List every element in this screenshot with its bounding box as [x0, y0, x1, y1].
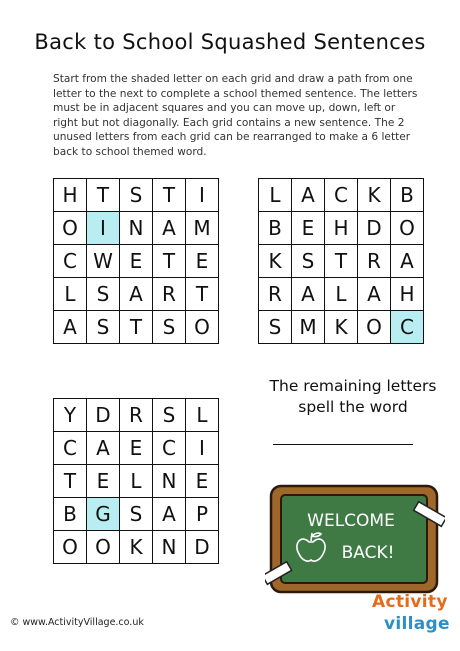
- grid-cell[interactable]: E: [120, 245, 153, 278]
- activity-village-logo: [370, 592, 454, 642]
- copyright-footer: © www.ActivityVillage.co.uk: [10, 617, 144, 628]
- answer-line[interactable]: [273, 444, 413, 445]
- grid-cell[interactable]: W: [87, 245, 120, 278]
- grid-cell[interactable]: L: [54, 278, 87, 311]
- grid-cell[interactable]: E: [292, 212, 325, 245]
- page-title: Back to School Squashed Sentences: [34, 30, 426, 54]
- grid-cell[interactable]: R: [153, 278, 186, 311]
- grid-cell[interactable]: T: [120, 311, 153, 344]
- grid-cell[interactable]: S: [292, 245, 325, 278]
- grid-cell[interactable]: R: [259, 278, 292, 311]
- grid-cell[interactable]: L: [325, 278, 358, 311]
- grid-cell[interactable]: M: [186, 212, 219, 245]
- grid-cell[interactable]: I: [186, 179, 219, 212]
- grid-cell[interactable]: S: [120, 179, 153, 212]
- grid-cell[interactable]: R: [120, 399, 153, 432]
- grid-cell[interactable]: S: [87, 311, 120, 344]
- grid-cell[interactable]: D: [186, 531, 219, 564]
- grid-cell[interactable]: A: [120, 278, 153, 311]
- grid-cell[interactable]: C: [54, 432, 87, 465]
- grid-cell[interactable]: A: [292, 179, 325, 212]
- grid-cell[interactable]: L: [259, 179, 292, 212]
- letter-grid-2: [258, 178, 424, 344]
- grid-cell[interactable]: G: [87, 498, 120, 531]
- grid-cell[interactable]: K: [120, 531, 153, 564]
- grid-cell[interactable]: C: [54, 245, 87, 278]
- grid-cell[interactable]: E: [186, 245, 219, 278]
- grid-cell[interactable]: A: [391, 245, 424, 278]
- grid-cell[interactable]: Y: [54, 399, 87, 432]
- grid-cell[interactable]: N: [153, 465, 186, 498]
- remaining-line-1: The remaining letters: [269, 377, 437, 395]
- board-line-1: WELCOME: [307, 511, 395, 531]
- grid-cell[interactable]: O: [391, 212, 424, 245]
- grid-cell[interactable]: K: [259, 245, 292, 278]
- grid-cell[interactable]: K: [358, 179, 391, 212]
- grid-cell[interactable]: O: [358, 311, 391, 344]
- instructions-text: Start from the shaded letter on each grid and draw a path from one letter to the next to complete a school themed sentence. The letters must be in adjacent squares and you can move up, down, left or right but not diagonally. Each grid contains a new sentence. The 2 unused letters from each grid can be rearranged to make a 6 letter back to school themed word.: [53, 73, 418, 158]
- grid-cell[interactable]: O: [54, 531, 87, 564]
- grid-cell[interactable]: O: [54, 212, 87, 245]
- grid-cell[interactable]: D: [358, 212, 391, 245]
- grid-cell[interactable]: C: [153, 432, 186, 465]
- grid-cell[interactable]: L: [186, 399, 219, 432]
- grid-cell[interactable]: R: [358, 245, 391, 278]
- grid-cell[interactable]: E: [87, 465, 120, 498]
- grid-cell[interactable]: A: [358, 278, 391, 311]
- grid-cell[interactable]: A: [54, 311, 87, 344]
- remaining-line-2: spell the word: [298, 398, 408, 416]
- grid-cell[interactable]: N: [120, 212, 153, 245]
- grid-cell[interactable]: H: [54, 179, 87, 212]
- remaining-letters-prompt: [268, 376, 438, 418]
- grid-cell[interactable]: A: [153, 498, 186, 531]
- chalkboard-illustration: [265, 478, 445, 598]
- grid-cell[interactable]: I: [87, 212, 120, 245]
- grid-cell[interactable]: C: [325, 179, 358, 212]
- grid-cell[interactable]: B: [259, 212, 292, 245]
- grid-cell[interactable]: T: [325, 245, 358, 278]
- grid-cell[interactable]: L: [120, 465, 153, 498]
- grid-cell[interactable]: T: [54, 465, 87, 498]
- grid-cell[interactable]: T: [186, 278, 219, 311]
- grid-cell[interactable]: H: [391, 278, 424, 311]
- grid-cell[interactable]: A: [292, 278, 325, 311]
- grid-cell[interactable]: E: [186, 465, 219, 498]
- grid-cell[interactable]: P: [186, 498, 219, 531]
- grid-cell[interactable]: B: [54, 498, 87, 531]
- grid-cell[interactable]: T: [87, 179, 120, 212]
- letter-grid-1: [53, 178, 219, 344]
- grid-cell[interactable]: S: [259, 311, 292, 344]
- grid-cell[interactable]: A: [87, 432, 120, 465]
- grid-cell[interactable]: M: [292, 311, 325, 344]
- grid-cell[interactable]: S: [153, 311, 186, 344]
- grid-cell[interactable]: I: [186, 432, 219, 465]
- grid-cell[interactable]: D: [87, 399, 120, 432]
- logo-line-2: village: [384, 614, 450, 634]
- grid-cell[interactable]: N: [153, 531, 186, 564]
- grid-cell[interactable]: A: [153, 212, 186, 245]
- grid-cell[interactable]: O: [186, 311, 219, 344]
- grid-cell[interactable]: K: [325, 311, 358, 344]
- grid-cell[interactable]: H: [325, 212, 358, 245]
- grid-cell[interactable]: S: [87, 278, 120, 311]
- grid-cell[interactable]: O: [87, 531, 120, 564]
- grid-cell[interactable]: S: [120, 498, 153, 531]
- grid-cell[interactable]: T: [153, 245, 186, 278]
- grid-cell[interactable]: E: [120, 432, 153, 465]
- grid-cell[interactable]: S: [153, 399, 186, 432]
- grid-cell[interactable]: T: [153, 179, 186, 212]
- letter-grid-3: [53, 398, 219, 564]
- board-line-2: BACK!: [341, 543, 395, 563]
- grid-cell[interactable]: B: [391, 179, 424, 212]
- logo-line-1: Activity: [372, 592, 448, 612]
- grid-cell[interactable]: C: [391, 311, 424, 344]
